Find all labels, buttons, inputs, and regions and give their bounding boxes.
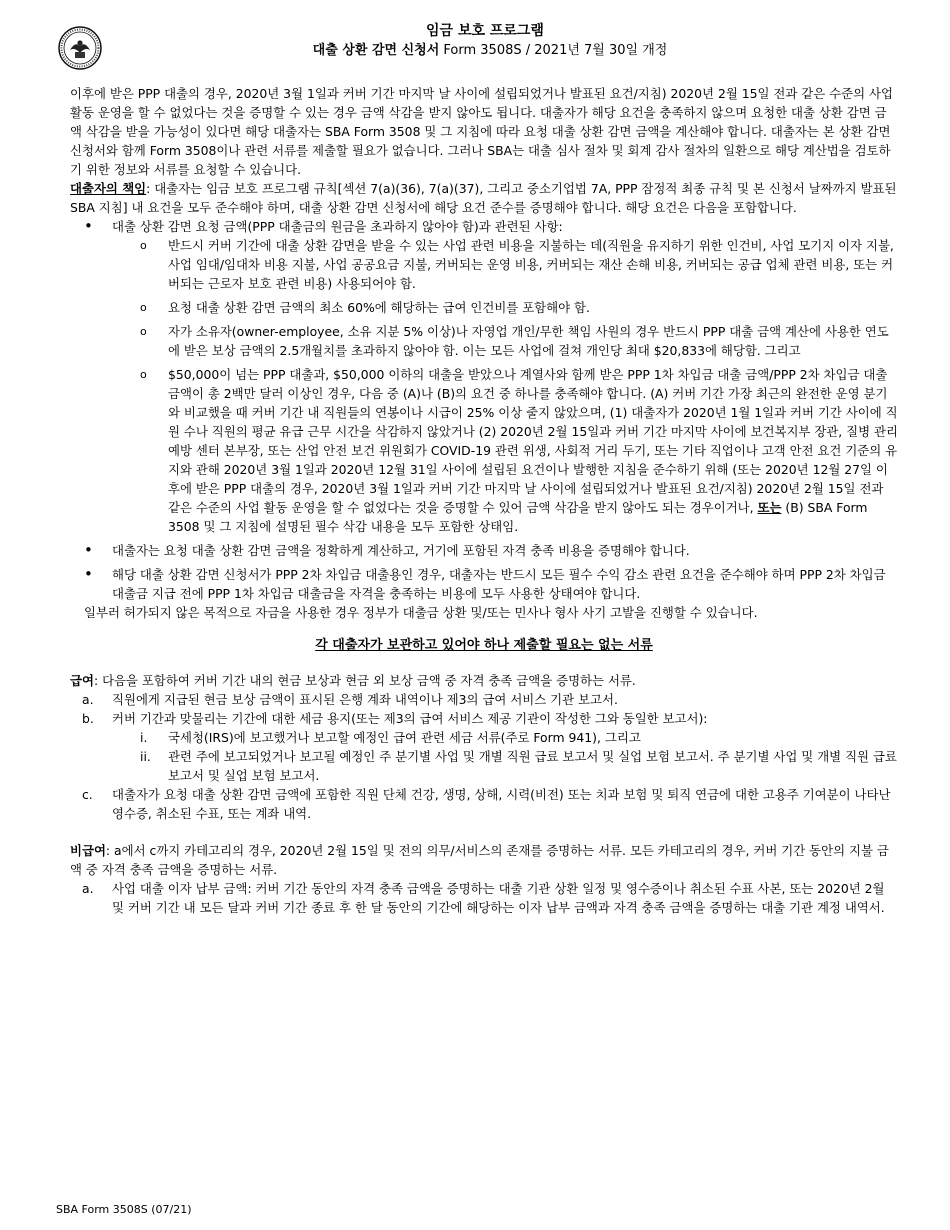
responsibility-label: 대출자의 책임 (70, 181, 147, 196)
list-item: o 반드시 커버 기간에 대출 상환 감면을 받을 수 있는 사업 관련 비용을 지불하는 데(직원을 유지하기 위한 인건비, 사업 모기지 이자 지불, 사업 임대/임대차 비용 지불, 사업 공공요금 지불, 커버되는 운영 비용, 커버되는 재산 손해 비용, 커버되는 공급 업체 관련 비용, 또는 커버되는 근로자 보호 관련 비용) 사용되어야 함. (140, 238, 894, 291)
list-item: • 대출 상환 감면 요청 금액(PPP 대출금의 원금을 초과하지 않아야 함)과 관련된 사항: (84, 217, 563, 235)
payroll-label: 급여 (70, 673, 94, 688)
document-body (70, 84, 898, 917)
form-footer: SBA Form 3508S (07/21) (56, 1203, 192, 1216)
bullet-icon: • (84, 541, 93, 559)
circle-bullet-icon: o (140, 368, 147, 381)
nonpayroll-label: 비급여 (70, 843, 106, 858)
list-item: c. 대출자가 요청 대출 상환 감면 금액에 포함한 직원 단체 건강, 생명, 상해, 시력(비전) 또는 치과 보험 및 퇴직 연금에 대한 고용주 기여분이 나타난 영수증, 취소된 수표, 또는 계좌 내역. (82, 787, 891, 821)
list-item: b. 커버 기간과 맞물리는 기간에 대한 세금 용지(또는 제3의 급여 서비스 제공 기관이 작성한 그와 동일한 보고서): (82, 711, 708, 726)
borrower-responsibility-paragraph: 대출자의 책임: 대출자는 임금 보호 프로그램 규칙[섹션 7(a)(36), 7(a)(37), 그리고 중소기업법 7A, PPP 잠정적 최종 규칙 및 본 신청서 날짜까지 발표된 SBA 지침] 내 요건을 모두 준수해야 하며, 대출 상환 감면 신청서에 해당 요건 준수를 증명해야 합니다. 해당 요건은 다음을 포함합니다. (70, 181, 897, 215)
section-heading: 각 대출자가 보관하고 있어야 하나 제출할 필요는 없는 서류 (315, 638, 653, 653)
form-subtitle: 대출 상환 감면 신청서 Form 3508S / 2021년 7월 30일 개정 (312, 43, 668, 58)
payroll-paragraph: 급여: 다음을 포함하여 커버 기간 내의 현금 보상과 현금 외 보상 금액 중 자격 충족 금액을 증명하는 서류. (70, 673, 636, 688)
list-item: i. 국세청(IRS)에 보고했거나 보고할 예정인 급여 관련 세금 서류(주로 Form 941), 그리고 (140, 730, 641, 745)
list-item: ii. 관련 주에 보고되었거나 보고될 예정인 주 분기별 사업 및 개별 직원 급료 보고서 및 실업 보험 보고서. 주 분기별 사업 및 개별 직원 급료 보고서 및 실업 보험 보고서. (140, 749, 897, 783)
list-item: o 요청 대출 상환 감면 금액의 최소 60%에 해당하는 급여 인건비를 포함해야 함. (140, 300, 590, 315)
list-item: • 대출자는 요청 대출 상환 감면 금액을 정확하게 계산하고, 거기에 포함된 자격 충족 비용을 증명해야 합니다. (84, 541, 690, 559)
misuse-warning: 일부러 허가되지 않은 목적으로 자금을 사용한 경우 정부가 대출금 상환 및/또는 민사나 형사 사기 고발을 진행할 수 있습니다. (84, 605, 758, 620)
program-title: 임금 보호 프로그램 (426, 23, 544, 39)
intro-paragraph: 이후에 받은 PPP 대출의 경우, 2020년 3월 1일과 커버 기간 마지막 날 사이에 설립되었거나 발표된 요건/지침) 2020년 2월 15일 전과 같은 수준의 사업 활동 운영을 할 수 없었다는 것을 증명할 수 있는 경우 금액 삭감을 받지 않아도 됩니다. 대출자가 해당 요건을 충족하지 않으며 요청한 대출 상환 감면 금액 삭감을 받을 가능성이 있다면 해당 대출자는 SBA Form 3508 및 그 지침에 따라 요청 대출 상환 감면 금액을 계산해야 합니다. 대출자는 본 상환 감면 신청서와 함께 Form 3508이나 관련 서류를 제출할 필요가 없습니다. 그러나 SBA는 대출 심사 절차 및 회계 감사 절차의 일환으로 해당 계산법을 검토하기 위한 정보와 서류를 요청할 수 있습니다. (70, 86, 893, 177)
nonpayroll-paragraph: 비급여: a에서 c까지 카테고리의 경우, 2020년 2월 15일 및 전의 의무/서비스의 존재를 증명하는 서류. 모든 카테고리의 경우, 커버 기간 동안의 지불 금액 중 자격 충족 금액을 증명하는 서류. (70, 843, 889, 877)
bullet-icon: • (84, 565, 93, 583)
circle-bullet-icon: o (140, 239, 147, 252)
bullet-icon: • (84, 217, 93, 235)
list-item: o 자가 소유자(owner-employee, 소유 지분 5% 이상)나 자영업 개인/무한 책임 사원의 경우 반드시 PPP 대출 금액 계산에 사용한 연도에 받은 보상 금액의 2.5개월치를 초과하지 않아야 함. 이는 모든 사업에 걸쳐 개인당 최대 $20,833에 해당함. 그리고 (140, 324, 889, 358)
circle-bullet-icon: o (140, 325, 147, 338)
list-item: o $50,000이 넘는 PPP 대출과, $50,000 이하의 대출을 받았으나 계열사와 함께 받은 PPP 1차 차입금 대출 금액/PPP 2차 차입금 대출 금액이 총 2백만 달러 이상인 경우, 다음 중 (A)나 (B)의 요건 중 하나를 충족해야 합니다. (A) 커버 기간 가장 최근의 완전한 운영 분기와 비교했을 때 커버 기간 내 직원들의 연봉이나 시급이 25% 이상 줄지 않았으며, (1) 대출자가 2020년 1월 1일과 커버 기간 사이에 직원 수나 직원의 평균 유급 근무 시간을 삭감하지 않았거나 (2) 2020년 2월 15일과 커버 기간 마지막 사이에 보건복지부 장관, 질병 관리 예방 센터 본부장, 또는 산업 안전 보건 위원회가 COVID-19 관련 위생, 사회적 거리 두기, 또는 기타 직업이나 고객 안전 요건 기준의 유지와 관해 2020년 3월 1일과 2020년 12월 31일 사이에 설립된 요건이나 발행한 지침을 준수하기 위해 (또는 2020년 12월 27일 이후에 받은 PPP 대출의 경우, 2020년 3월 1일과 커버 기간 마지막 날 사이에 설립되었거나 발표된 요건/지침) 2020년 2월 15일 전과 같은 수준의 사업 활동 운영을 할 수 없었다는 것을 증명할 수 있어 금액 삭감을 받지 않아도 되는 경우이거나, 또는 (B) SBA Form 3508 및 그 지침에 설명된 필수 삭감 내용을 모두 포함한 상태임. (140, 367, 898, 534)
list-item: a. 사업 대출 이자 납부 금액: 커버 기간 동안의 자격 충족 금액을 증명하는 대출 기관 상환 일정 및 영수증이나 취소된 수표 사본, 또는 2020년 2월 및 커버 기간 내 모든 달과 커버 기간 종료 후 한 달 동안의 기간에 해당하는 이자 납부 금액과 자격 충족 금액을 증명하는 대출 기관 계정 내역서. (82, 881, 885, 915)
list-item: • 해당 대출 상환 감면 신청서가 PPP 2차 차입금 대출용인 경우, 대출자는 반드시 모든 필수 수익 감소 관련 요건을 준수해야 하며 PPP 2차 차입금 대출금 지급 전에 PPP 1차 차입금 대출금을 자격을 충족하는 비용에 모두 사용한 상태여야 합니다. (84, 565, 886, 601)
circle-bullet-icon: o (140, 301, 147, 314)
document-header (0, 22, 950, 60)
list-item: a. 직원에게 지급된 현금 보상 금액이 표시된 은행 계좌 내역이나 제3의 급여 서비스 기관 보고서. (82, 692, 618, 707)
